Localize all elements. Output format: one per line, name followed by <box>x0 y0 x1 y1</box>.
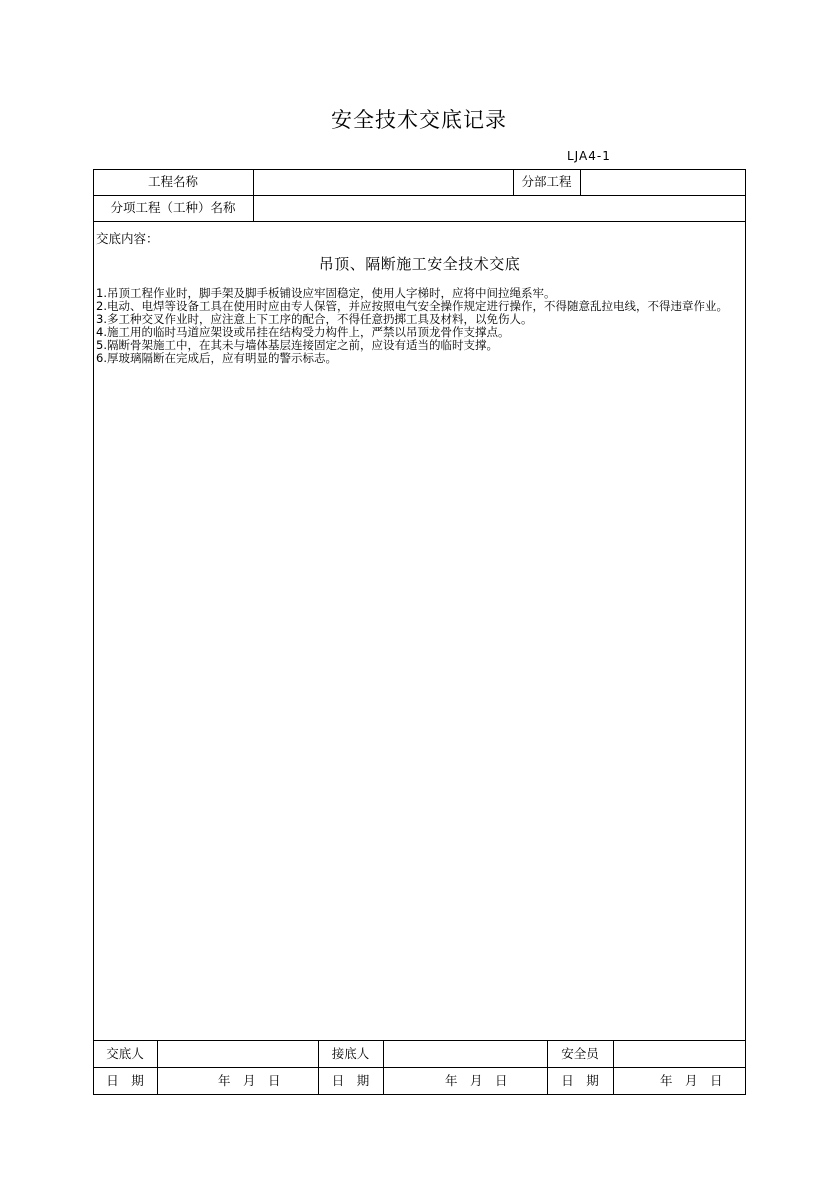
content-item: 2.电动、电焊等设备工具在使用时应由专人保管，并应按照电气安全操作规定进行操作，不得随意乱拉电线，不得违章作业。 <box>96 299 728 313</box>
safety-officer-date-field[interactable]: 年 月 日 <box>660 1073 723 1088</box>
column-divider <box>157 1040 158 1095</box>
safety-officer-label: 安全员 <box>561 1046 599 1061</box>
content-item: 4.施工用的临时马道应架设或吊挂在结构受力构件上，严禁以吊顶龙骨作支撑点。 <box>96 325 510 339</box>
project-name-field[interactable] <box>256 175 511 191</box>
receiver-field[interactable] <box>386 1045 544 1063</box>
receiver-label: 接底人 <box>331 1046 370 1061</box>
subitem-field[interactable] <box>256 201 743 217</box>
column-divider <box>383 1040 384 1095</box>
division-label: 分部工程 <box>521 174 572 189</box>
column-divider <box>613 1040 614 1095</box>
content-item: 1.吊顶工程作业时，脚手架及脚手板铺设应牢固稳定，使用人字梯时，应将中间拉绳系牢。 <box>96 286 556 300</box>
safety-officer-field[interactable] <box>616 1045 743 1063</box>
subitem-label: 分项工程（工种）名称 <box>110 200 236 215</box>
row-divider <box>93 1067 746 1068</box>
receiver-date-field[interactable]: 年 月 日 <box>445 1073 508 1088</box>
column-divider <box>580 169 581 195</box>
date-label: 日 期 <box>331 1073 370 1088</box>
row-divider <box>93 221 746 222</box>
content-item: 6.厚玻璃隔断在完成后，应有明显的警示标志。 <box>96 351 337 365</box>
content-section-label: 交底内容： <box>96 231 159 246</box>
date-label: 日 期 <box>561 1073 599 1088</box>
row-divider <box>93 195 746 196</box>
content-subtitle: 吊顶、隔断施工安全技术交底 <box>318 255 521 273</box>
project-name-label: 工程名称 <box>147 174 198 189</box>
discloser-field[interactable] <box>160 1045 315 1063</box>
column-divider <box>253 169 254 221</box>
content-item: 5.隔断骨架施工中，在其未与墙体基层连接固定之前，应设有适当的临时支撑。 <box>96 338 498 352</box>
document-title: 安全技术交底记录 <box>331 108 507 132</box>
row-divider <box>93 1040 746 1041</box>
form-code: LJA4-1 <box>567 149 611 163</box>
discloser-label: 交底人 <box>106 1046 144 1061</box>
division-field[interactable] <box>583 175 743 191</box>
content-item: 3.多工种交叉作业时，应注意上下工序的配合，不得任意扔掷工具及材料，以免伤人。 <box>96 312 533 326</box>
date-label: 日 期 <box>106 1073 144 1088</box>
content-body <box>96 287 744 365</box>
discloser-date-field[interactable]: 年 月 日 <box>218 1073 281 1088</box>
